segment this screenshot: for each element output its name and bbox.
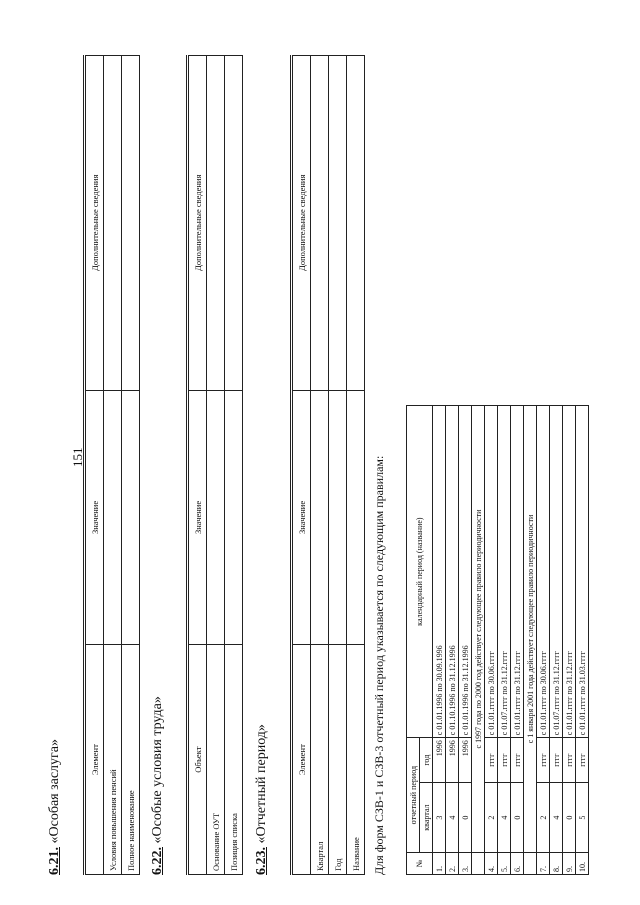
table-row: 8. 4 гггг с 01.07.гггг по 31.12.гггг [550, 406, 563, 875]
section-heading-6-23: 6.23. «Отчетный период» [254, 724, 269, 875]
table-row: Условия повышения пенсий [104, 56, 122, 875]
section-heading-6-21: 6.21. «Особая заслуга» [47, 738, 62, 875]
table-row: Полное наименование [122, 56, 140, 875]
table-row: 3. 0 1996 с 01.01.1996 по 31.12.1996 [459, 406, 472, 875]
table-row: Позиция списка [225, 56, 243, 875]
table-row: с 1 января 2001 года действует следующее правило периодичности [524, 406, 537, 875]
table-row: Год [329, 56, 347, 875]
table-row: 1. 3 1996 с 01.01.1996 по 30.09.1996 [433, 406, 446, 875]
table-row: 7. 2 гггг с 01.01.гггг по 30.06.гггг [537, 406, 550, 875]
table-6-22: Объект Значение Дополнительные сведения Основание ОУТ Позиция списка [186, 55, 243, 875]
section-heading-6-22: 6.22. «Особые условия труда» [150, 696, 165, 875]
table-6-21: Элемент Значение Дополнительные сведения Условия повышения пенсий Полное наименование [83, 55, 140, 875]
table-row: 9. 0 гггг с 01.01.гггг по 31.12.гггг [563, 406, 576, 875]
table-6-23: Элемент Значение Дополнительные сведения Квартал Год Название [290, 55, 365, 875]
period-table: № отчетный период календарный период (название) квартал год 1. 3 1996 с 01.01.1996 по 30.09.1996 2. 4 1996 с 01.10.1996 по 31.12.1996 3. 0 1996 с 01.01.1996 по 31.12.1996 с 1997 года по 2000 год действует следующее правило периодичности 4. 2 гггг с 01.01.гггг по 30.06.гггг 5. 4 гггг с 01.07.гггг по 31.12.гггг 6. 0 гггг с 01.01.гггг по 31.12.гггг с 1 января 2001 года действует следующее правило периодичности 7. 2 гггг с 01.01.гггг по 30.06.гггг 8. 4 гггг с 01.07.гггг по 31.12.гггг 9. 0 гггг с 01.01.гггг по 31.12.гггг 10. 5 гггг с 01.01.гггг по 31.03.гггг [406, 405, 589, 875]
table-row: 4. 2 гггг с 01.01.гггг по 30.06.гггг [485, 406, 498, 875]
period-note: Для форм СЗВ-1 и СЗВ-3 отчетный период указывается по следующим правилам: [372, 455, 386, 875]
table-row: с 1997 года по 2000 год действует следующее правило периодичности [472, 406, 485, 875]
table-row: Основание ОУТ [207, 56, 225, 875]
table-row: 2. 4 1996 с 01.10.1996 по 31.12.1996 [446, 406, 459, 875]
table-row: Квартал [311, 56, 329, 875]
table-row: Название [347, 56, 365, 875]
page-number: 151 [70, 447, 85, 467]
table-row: 5. 4 гггг с 01.07.гггг по 31.12.гггг [498, 406, 511, 875]
table-row: 6. 0 гггг с 01.01.гггг по 31.12.гггг [511, 406, 524, 875]
table-row: 10. 5 гггг с 01.01.гггг по 31.03.гггг [576, 406, 589, 875]
